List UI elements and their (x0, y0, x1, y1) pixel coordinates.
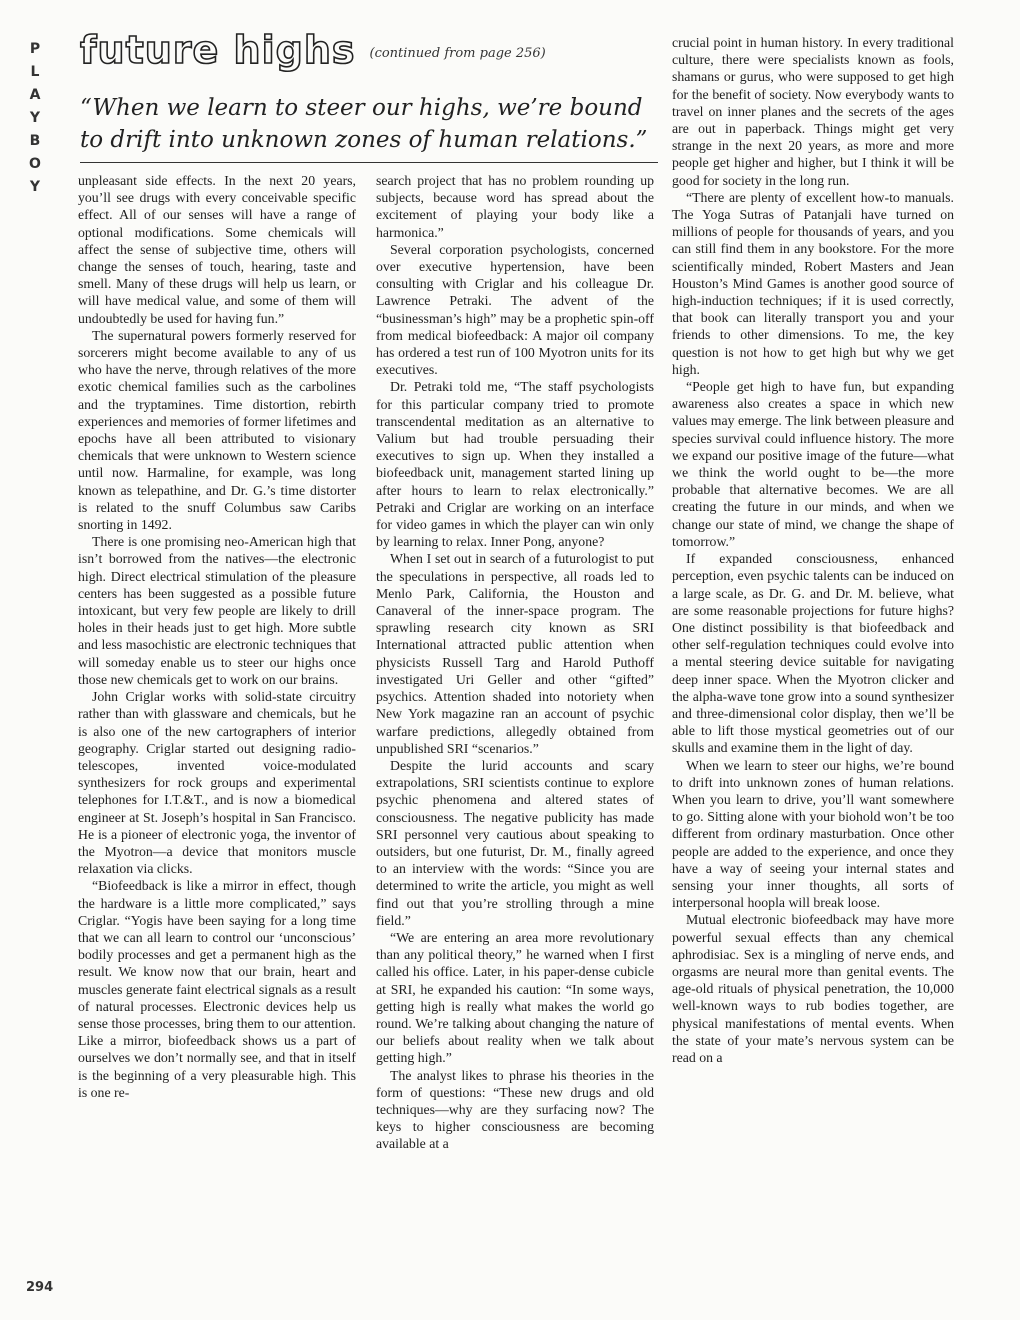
paragraph: “We are entering an area more revolutionary than any political theory,” he warned when I first called his office. Later, in his paper-dense cubicle at SRI, he expanded his caution: “In some ways, getting high is really what makes the world go round. We’re talking about changing the nature of our beliefs about reality when we talk about getting high.” (376, 929, 654, 1066)
paragraph: When I set out in search of a futurologist to put the speculations in perspective, all roads led to Menlo Park, California, the Houston and Canaveral of the inner-space program. The sprawling research city known as SRI International attracted public attention when physicists Russell Targ and Harold Puthoff investigated Uri Geller and other “gifted” psychics. Attention shaded into notoriety when New York magazine ran an account of psychic warfare predictions, allegedly obtained from unpublished SRI “scenarios.” (376, 551, 654, 756)
paragraph: search project that has no problem rounding up subjects, because word has spread about the excitement of playing your body like a harmonica.” (376, 173, 654, 240)
header-divider (80, 162, 658, 163)
paragraph: Several corporation psychologists, concerned over executive hypertension, have been consulting with Criglar and his colleague Dr. Lawrence Petraki. The advent of the “businessman’s high” may be a prophetic spin-off from medical biofeedback: A major oil company has ordered a test run of 100 Myotron units for its executives. (376, 241, 654, 378)
paragraph: There is one promising neo-American high that isn’t borrowed from the natives—the electronic high. Direct electrical stimulation of the pleasure centers has been suggested as a possible future intoxicant, but very few people are likely to drill holes in their heads just to get high. More subtle and less masochistic are electronic techniques that will someday enable us to steer our highs once those new chemicals get to work on our brains. (78, 534, 356, 687)
paragraph: crucial point in human history. In every traditional culture, there were specialists known as fools, shamans or gurus, who were supposed to get high for the benefit of society. Now everybody wants to travel on inner planes and the secrets of the ages are out in paperback. Things might get very strange in the next 20 years, as more and more people get higher and higher, but I think it will be good for society in the long run. (672, 35, 954, 188)
paragraph: If expanded consciousness, enhanced perception, even psychic talents can be induced on a large scale, as Dr. G. and Dr. M. believe, what are some reasonable projections for future highs? One distinct possibility is that biofeedback and other self-regulation techniques could evolve into a mental steering device suitable for navigating deep inner space. When the Myotron clicker and the alpha-wave tone grow into a sound synthesizer and three-dimensional color display, then we’ll be able to lift those mystical geometries out of our skulls and examine them in the light of day. (672, 551, 954, 756)
paragraph: “People get high to have fun, but expanding awareness also creates a space in which new values may emerge. The link between pleasure and species survival could influence history. The more we expand our positive image of the future—what we think the world ought to be—the more probable that alternative becomes. We are all creating the future in our minds, and when we change our state of mind, we change the shape of tomorrow.” (672, 379, 954, 549)
magazine-letter: Y (29, 110, 41, 126)
paragraph: “There are plenty of excellent how-to manuals. The Yoga Sutras of Patanjali have turned on millions of people for thousands of years, and you can still find them in any bookstore. For the more scientifically minded, Robert Masters and Jean Houston’s Mind Games is another good source of high-induction techniques; if it is used correctly, that book can literally transport you and your friends to other dimensions. To me, the key question is not how to get high but why we get high. (672, 189, 954, 377)
paragraph: Dr. Petraki told me, “The staff psychologists for this particular company tried to promote transcendental meditation as an alternative to Valium but had trouble persuading their executives to sign up. When they installed a biofeedback unit, management started lining up after hours to learn to relax electronically.” Petraki and Criglar are working on an interface for video games in which the player can win only by learning to relax. Inner Pong, anyone? (376, 379, 654, 550)
paragraph: The analyst likes to phrase his theories in the form of questions: “These new drugs and old techniques—why are they surfacing now? The keys to higher consciousness are becoming available at a (376, 1067, 654, 1152)
paragraph: unpleasant side effects. In the next 20 years, you’ll see drugs with every conceivable specific effect. All of our senses will have a range of optional modifications. Some chemicals will affect the sense of subjective time, others will change the senses of touch, hearing, taste and smell. Many of these drugs will help us learn, or will have medical value, and some of them will undoubtedly be used for having fun.” (78, 173, 356, 326)
magazine-letter: L (30, 64, 40, 80)
page-number: 294 (26, 1280, 54, 1295)
article-header (80, 30, 660, 156)
text-column-3 (672, 34, 954, 1066)
paragraph: John Criglar works with solid-state circuitry rather than with glassware and chemicals, but he is also one of the new cartographers of interior geography. Criglar started out designing radio-telescopes, invented voice-modulated synthesizers for rock groups and experimental telephones for I.T.&T., and is now a biomedical engineer at St. Joseph’s hospital in San Francisco. He is a pioneer of electronic yoga, the inventor of the Myotron—a device that monitors muscle relaxation via clicks. (78, 689, 356, 877)
magazine-letter: A (29, 87, 41, 103)
magazine-letter: Y (29, 179, 41, 195)
magazine-name-vertical (24, 38, 46, 199)
paragraph: Despite the lurid accounts and scary extrapolations, SRI scientists continue to explore psychic phenomena and altered states of consciousness. The negative publicity has made SRI personnel very cautious about speaking to outsiders, but one futurist, Dr. M., finally agreed to an interview with the words: “Since you are determined to write the article, you might as well find out that you’re strolling through a mine field.” (376, 757, 654, 928)
paragraph: Mutual electronic biofeedback may have more powerful sexual effects than any chemical aphrodisiac. Sex is a mingling of nerve ends, and orgasms are neural more than genital events. The age-old rituals of physical penetration, the 10,000 well-known ways to rub bodies together, are physical manifestations of mental events. When the state of your mate’s nervous system can be read on a (672, 912, 954, 1065)
text-column-1 (78, 172, 356, 1101)
magazine-letter: O (29, 156, 41, 172)
paragraph: “Biofeedback is like a mirror in effect, though the hardware is a little more complicated,” says Criglar. “Yogis have been saying for a long time that we can all learn to control our ‘unconscious’ bodily processes and get a permanent high as the result. We know now that our brain, heart and muscles generate faint electrical signals as a result of natural processes. Electronic devices help us sense those processes, bring them to our attention. Like a mirror, biofeedback shows us a part of ourselves we don’t normally see, and that in itself is the beginning of a very pleasurable high. This is one re- (78, 878, 356, 1100)
continued-note: (continued from page 256) (369, 46, 546, 61)
magazine-letter: P (29, 41, 41, 57)
article-title: future highs (80, 28, 356, 72)
paragraph: The supernatural powers formerly reserved for sorcerers might become available to any of us who have the nerve, through relatives of the more exotic chemical families such as the carbolines and the tryptamines. Time distortion, rebirth experiences and memories of former lifetimes and epochs have all been attributed to visionary chemicals that were unknown to Western science until now. Harmaline, for example, was long known as telepathine, and Dr. G.’s time distorter is related to the snuff Columbus saw Caribs snorting in 1492. (78, 327, 356, 533)
pull-quote: “When we learn to steer our highs, we’re bound to drift into unknown zones of human relations.” (80, 95, 648, 153)
text-column-2 (376, 172, 654, 1153)
magazine-letter: B (29, 133, 41, 149)
paragraph: When we learn to steer our highs, we’re bound to drift into unknown zones of human relations. When you learn to drive, you’ll want somewhere to go. Sitting alone with your biohold won’t be too different from ordinary masturbation. Once other people are added to the experience, and once they have a way of seeing your internal states and sensing your inner thoughts, all sorts of interpersonal hoopla will break loose. (672, 757, 954, 911)
